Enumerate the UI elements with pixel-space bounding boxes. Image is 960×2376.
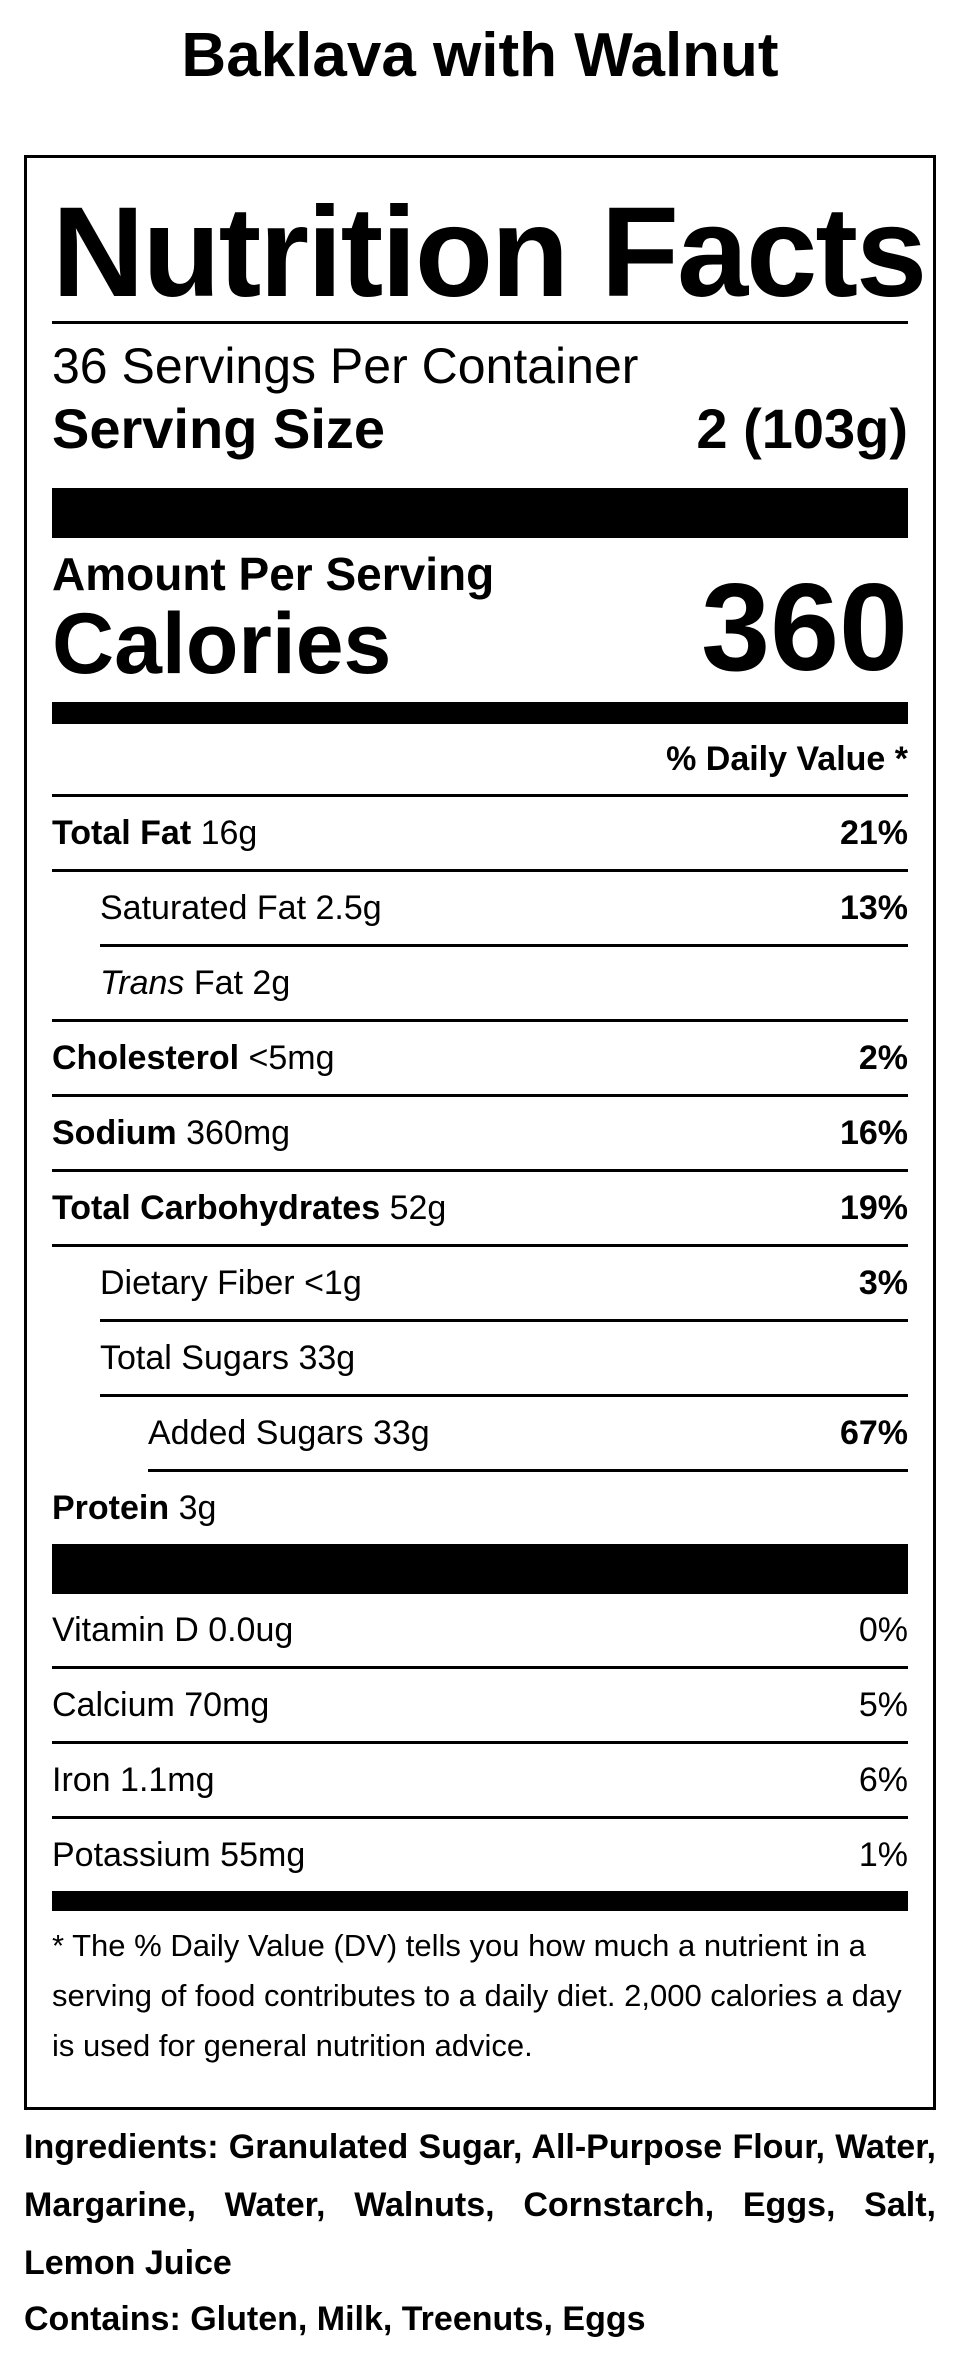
nutrient-amount: <5mg bbox=[248, 1038, 335, 1077]
nutrient-row-added-sugars bbox=[148, 1397, 908, 1472]
nutrient-name-italic: Trans bbox=[100, 963, 185, 1002]
thick-divider bbox=[52, 1544, 908, 1594]
vitamin-row bbox=[52, 1744, 908, 1819]
nutrient-dv: 16% bbox=[839, 1113, 908, 1152]
amount-per-serving: Amount Per Serving bbox=[52, 548, 495, 600]
nutrient-dv: 67% bbox=[839, 1413, 908, 1452]
product-title: Baklava with Walnut bbox=[181, 21, 779, 90]
nutrient-amount: 16g bbox=[200, 813, 258, 852]
servings-per-container: 36 Servings Per Container bbox=[52, 338, 639, 394]
nutrient-amount: <1g bbox=[304, 1263, 362, 1302]
medium-divider bbox=[52, 702, 908, 724]
vitamin-dv: 0% bbox=[858, 1610, 908, 1649]
nutrient-amount: 52g bbox=[389, 1188, 447, 1227]
calories-label: Calories bbox=[52, 596, 392, 692]
vitamin-row bbox=[52, 1669, 908, 1744]
nutrient-name: Cholesterol bbox=[52, 1038, 240, 1077]
nutrient-amount: 33g bbox=[372, 1413, 430, 1452]
nutrient-amount: 2.5g bbox=[315, 888, 382, 927]
vitamin-label: Calcium 70mg bbox=[52, 1685, 270, 1724]
daily-value-header: % Daily Value * bbox=[52, 724, 908, 797]
nutrient-row-cholesterol bbox=[52, 1022, 908, 1097]
vitamin-label: Potassium 55mg bbox=[52, 1835, 306, 1874]
nutrition-facts-heading: Nutrition Facts bbox=[52, 181, 926, 324]
nutrient-dv: 13% bbox=[839, 888, 908, 927]
nutrient-row-dietary-fiber bbox=[100, 1247, 908, 1322]
nutrient-row-trans-fat bbox=[52, 947, 908, 1022]
thick-divider bbox=[52, 488, 908, 538]
calories-section bbox=[52, 548, 908, 697]
nutrition-label bbox=[24, 155, 936, 2110]
daily-value-footnote: * The % Daily Value (DV) tells you how much a nutrient in a serving of food contributes to a daily diet. 2,000 calories a day is used for general nutrition advice. bbox=[52, 1928, 902, 2063]
nutrient-amount: 33g bbox=[298, 1338, 356, 1377]
vitamin-row bbox=[52, 1594, 908, 1669]
nutrient-name: Total Carbohydrates bbox=[52, 1188, 381, 1227]
serving-size-label: Serving Size bbox=[52, 397, 386, 460]
nutrient-dv: 3% bbox=[858, 1263, 908, 1302]
nutrient-name: Sodium bbox=[52, 1113, 177, 1152]
nutrient-amount: 3g bbox=[178, 1488, 217, 1527]
footer-divider bbox=[52, 1891, 908, 1911]
nutrient-name: Saturated Fat bbox=[100, 888, 307, 927]
nutrient-name: Dietary Fiber bbox=[100, 1263, 295, 1302]
vitamin-label: Iron 1.1mg bbox=[52, 1760, 215, 1799]
nutrient-row-sodium bbox=[52, 1097, 908, 1172]
nutrient-row-total-fat bbox=[52, 797, 908, 872]
nutrient-row-total-carbohydrates bbox=[52, 1172, 908, 1247]
vitamin-dv: 5% bbox=[858, 1685, 908, 1724]
nutrient-name: Total Sugars bbox=[100, 1338, 289, 1377]
nutrient-row-protein bbox=[52, 1472, 908, 1544]
nutrient-dv: 19% bbox=[839, 1188, 908, 1227]
nutrient-row-saturated-fat bbox=[100, 872, 908, 947]
calories-value: 360 bbox=[701, 559, 908, 697]
vitamin-dv: 6% bbox=[858, 1760, 908, 1799]
nutrient-name: Total Fat bbox=[52, 813, 192, 852]
nutrient-amount: 2g bbox=[252, 963, 291, 1002]
nutrient-dv: 2% bbox=[858, 1038, 908, 1077]
vitamin-row bbox=[52, 1819, 908, 1891]
vitamin-label: Vitamin D 0.0ug bbox=[52, 1610, 294, 1649]
nutrient-name: Protein bbox=[52, 1488, 170, 1527]
vitamin-dv: 1% bbox=[858, 1835, 908, 1874]
nutrient-row-total-sugars bbox=[100, 1322, 908, 1397]
serving-size-row bbox=[52, 396, 908, 462]
serving-size-value: 2 (103g) bbox=[696, 397, 908, 460]
nutrient-dv: 21% bbox=[839, 813, 908, 852]
ingredients-text: Ingredients: Granulated Sugar, All-Purpose Flour, Water, Margarine, Water, Walnuts, Cornstarch, Eggs, Salt, Lemon Juice bbox=[24, 2128, 936, 2282]
nutrient-name: Fat bbox=[193, 963, 243, 1002]
nutrient-name: Added Sugars bbox=[148, 1413, 364, 1452]
nutrient-amount: 360mg bbox=[186, 1113, 291, 1152]
allergens-text: Contains: Gluten, Milk, Treenuts, Eggs bbox=[24, 2300, 646, 2338]
